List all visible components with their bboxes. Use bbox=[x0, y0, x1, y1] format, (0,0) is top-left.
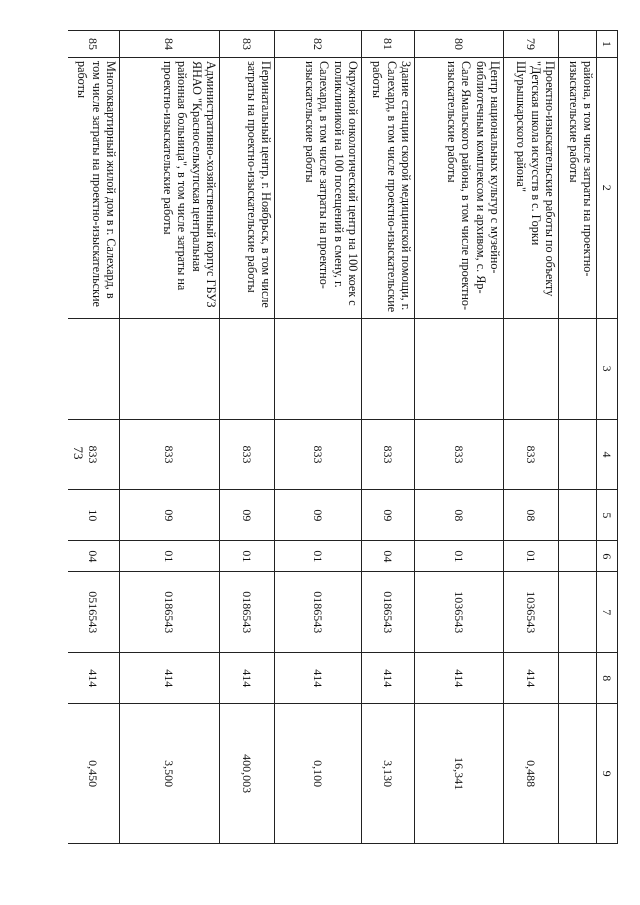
table-cell: 09 bbox=[274, 490, 361, 541]
table-cell: 09 bbox=[361, 490, 414, 541]
table-cell: 0186543 bbox=[274, 572, 361, 653]
table-cell bbox=[68, 319, 119, 420]
table-cell: 04 bbox=[361, 541, 414, 572]
column-number-row bbox=[596, 31, 617, 844]
table-cell: 09 bbox=[119, 490, 219, 541]
table-cell: 1036543 bbox=[503, 572, 558, 653]
object-name-cell: Перинатальный центр, г. Ноябрьск, в том числе затраты на проектно-изыскательские работы bbox=[219, 58, 274, 319]
object-name-cell: Здание станции скорой медицинской помощи, г. Салехард, в том числе проектно-изыскательские работы bbox=[361, 58, 414, 319]
row-number-cell: 80 bbox=[414, 31, 503, 58]
table-cell: 08 bbox=[503, 490, 558, 541]
table-cell: 833 bbox=[274, 420, 361, 491]
column-number: 4 bbox=[596, 420, 617, 491]
column-number: 7 bbox=[596, 572, 617, 653]
empty-cell bbox=[558, 490, 596, 541]
table-cell: 09 bbox=[219, 490, 274, 541]
table-cell: 414 bbox=[119, 653, 219, 704]
row-number-cell: 81 bbox=[361, 31, 414, 58]
empty-cell bbox=[558, 541, 596, 572]
column-number: 3 bbox=[596, 319, 617, 420]
table-cell bbox=[414, 319, 503, 420]
amount-cell: 0,100 bbox=[274, 704, 361, 844]
table-cell: 833 bbox=[68, 420, 119, 491]
table-cell: 414 bbox=[274, 653, 361, 704]
budget-table bbox=[68, 30, 618, 844]
document-page bbox=[68, 30, 618, 844]
table-row bbox=[119, 31, 219, 844]
page-number: 73 bbox=[71, 446, 86, 460]
table-cell: 01 bbox=[414, 541, 503, 572]
amount-cell: 3,130 bbox=[361, 704, 414, 844]
object-name-cell: района, в том числе затраты на проектно-изыскательские работы bbox=[558, 58, 596, 319]
column-number: 6 bbox=[596, 541, 617, 572]
table-row bbox=[219, 31, 274, 844]
table-cell: 833 bbox=[219, 420, 274, 491]
row-number-cell: 83 bbox=[219, 31, 274, 58]
table-cell bbox=[119, 319, 219, 420]
column-number: 1 bbox=[596, 31, 617, 58]
table-cell bbox=[274, 319, 361, 420]
table-cell: 833 bbox=[361, 420, 414, 491]
table-cell: 0186543 bbox=[119, 572, 219, 653]
table-cell: 08 bbox=[414, 490, 503, 541]
table-row bbox=[503, 31, 558, 844]
table-cell: 10 bbox=[68, 490, 119, 541]
table-row bbox=[414, 31, 503, 844]
empty-cell bbox=[558, 704, 596, 844]
column-number: 5 bbox=[596, 490, 617, 541]
empty-cell bbox=[558, 653, 596, 704]
table-cell: 414 bbox=[414, 653, 503, 704]
table-row bbox=[68, 31, 119, 844]
object-name-cell: Административно-хозяйственный корпус ГБУЗ ЯНАО "Красноселькупская центральная районная больница", в том числе затраты на проектно-изыскательские работы bbox=[119, 58, 219, 319]
row-number-cell bbox=[558, 31, 596, 58]
table-cell: 01 bbox=[119, 541, 219, 572]
table-cell: 01 bbox=[503, 541, 558, 572]
table-cell: 0516543 bbox=[68, 572, 119, 653]
column-number: 9 bbox=[596, 704, 617, 844]
amount-cell: 3,500 bbox=[119, 704, 219, 844]
table-cell: 833 bbox=[414, 420, 503, 491]
table-cell: 833 bbox=[503, 420, 558, 491]
table-cell bbox=[219, 319, 274, 420]
row-number-cell: 85 bbox=[68, 31, 119, 58]
table-cell bbox=[361, 319, 414, 420]
amount-cell: 0,488 bbox=[503, 704, 558, 844]
table-cell: 0186543 bbox=[361, 572, 414, 653]
column-number: 8 bbox=[596, 653, 617, 704]
table-cell: 01 bbox=[219, 541, 274, 572]
table-row bbox=[361, 31, 414, 844]
table-cell: 1036543 bbox=[414, 572, 503, 653]
row-number-cell: 84 bbox=[119, 31, 219, 58]
table-cell: 414 bbox=[503, 653, 558, 704]
table-cell: 833 bbox=[119, 420, 219, 491]
amount-cell: 0,450 bbox=[68, 704, 119, 844]
table-cell: 04 bbox=[68, 541, 119, 572]
empty-cell bbox=[558, 420, 596, 491]
object-name-cell: Центр национальных культур с музейно-библиотечным комплексом и архивом, с. Яр-Сале Ямальского района, в том числе проектно-изыскательские работы bbox=[414, 58, 503, 319]
table-cell: 0186543 bbox=[219, 572, 274, 653]
table-cell: 01 bbox=[274, 541, 361, 572]
empty-cell bbox=[558, 572, 596, 653]
row-number-cell: 79 bbox=[503, 31, 558, 58]
column-number: 2 bbox=[596, 58, 617, 319]
amount-cell: 400,003 bbox=[219, 704, 274, 844]
table-row bbox=[274, 31, 361, 844]
object-name-cell: Многоквартирный жилой дом в г. Салехард, в том числе затраты на проектно-изыскательские работы bbox=[68, 58, 119, 319]
amount-cell: 16,341 bbox=[414, 704, 503, 844]
table-row-continuation bbox=[558, 31, 596, 844]
object-name-cell: Проектно-изыскательские работы по объекту "Детская школа искусств в с. Горки Шурышкарского района" bbox=[503, 58, 558, 319]
object-name-cell: Окружной онкологический центр на 100 коек с поликлиникой на 100 посещений в смену, г. Салехард, в том числе затраты на проектно-изыскательские работы bbox=[274, 58, 361, 319]
table-cell: 414 bbox=[68, 653, 119, 704]
row-number-cell: 82 bbox=[274, 31, 361, 58]
table-cell bbox=[503, 319, 558, 420]
table-cell: 414 bbox=[361, 653, 414, 704]
empty-cell bbox=[558, 319, 596, 420]
table-cell: 414 bbox=[219, 653, 274, 704]
